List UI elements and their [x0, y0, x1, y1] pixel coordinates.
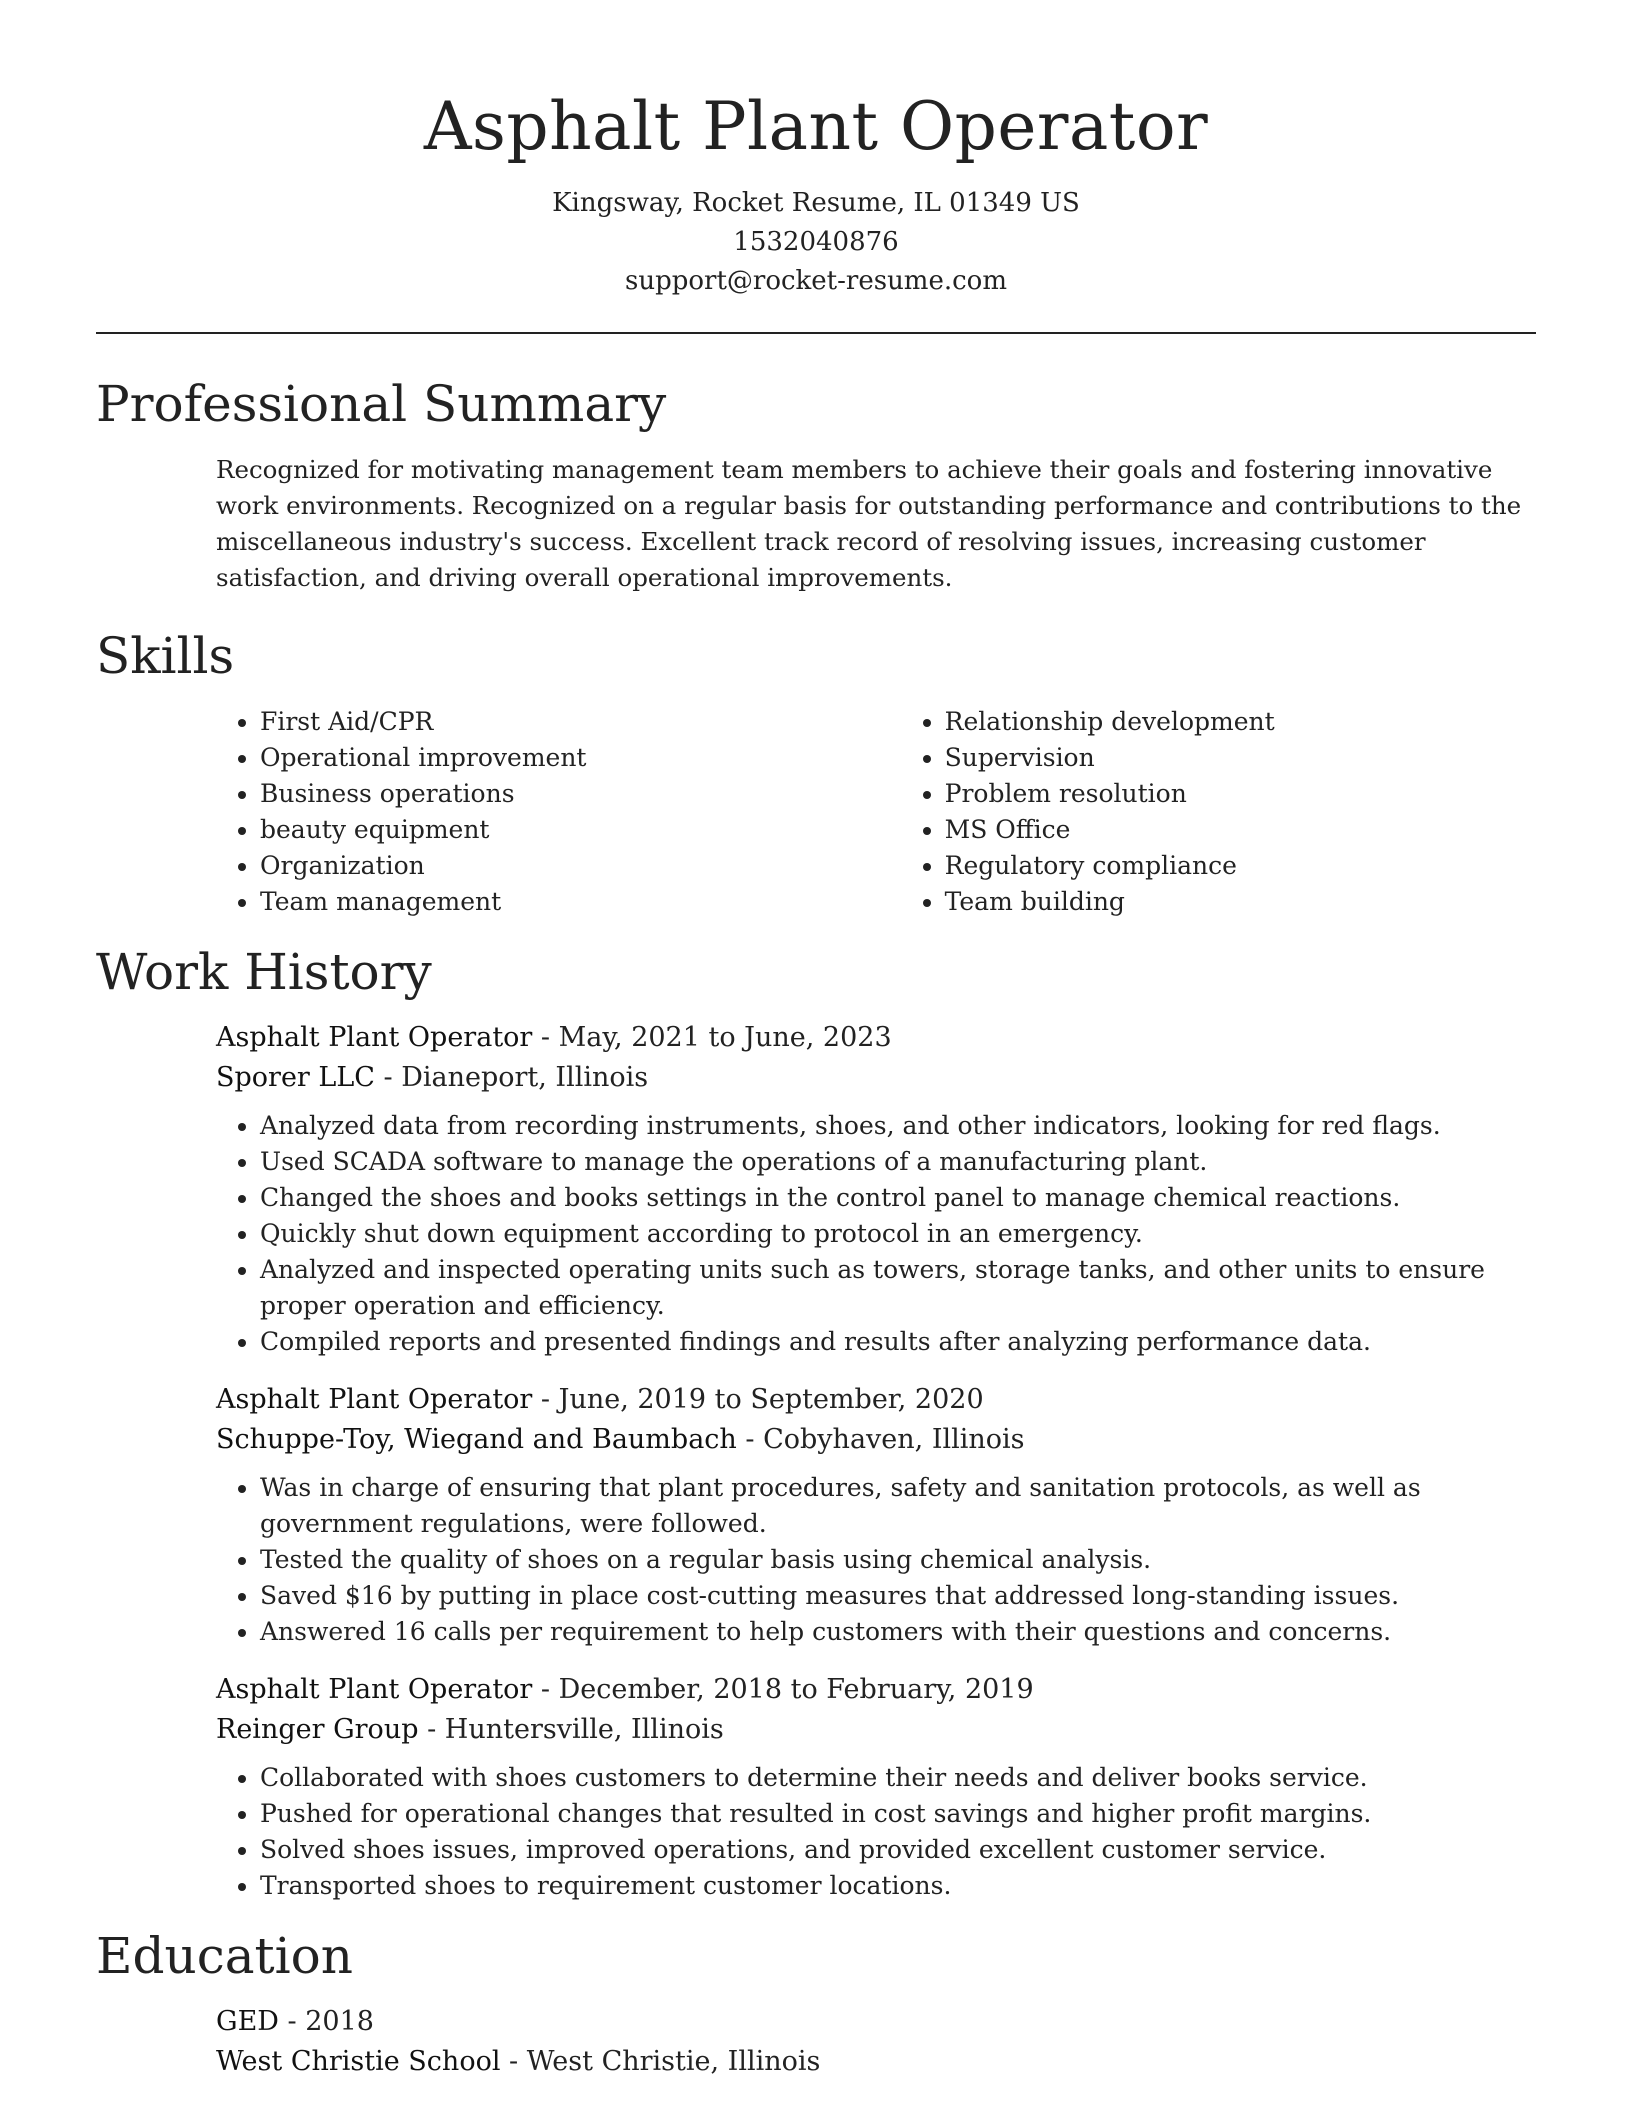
skill-item: • Supervision	[945, 740, 1536, 776]
education-heading: Education	[96, 1927, 353, 1985]
contact-info	[96, 184, 1536, 301]
skill-item: • Problem resolution	[945, 776, 1536, 812]
skill-item: • Team building	[945, 884, 1536, 920]
job-company-line	[216, 1058, 1536, 1098]
job-bullets	[216, 1760, 1536, 1904]
job-entry	[216, 1380, 1536, 1650]
skill-item: • MS Office	[945, 812, 1536, 848]
job-bullet: • Saved $16 by putting in place cost-cutting measures that addressed long-standing issues.	[260, 1578, 1536, 1614]
job-entry	[216, 1670, 1536, 1904]
job-bullet: • Analyzed data from recording instruments, shoes, and other indicators, looking for red flags.	[260, 1108, 1536, 1144]
skill-item: • Operational improvement	[260, 740, 901, 776]
graduation-year: - 2018	[278, 2006, 374, 2037]
job-bullet: • Quickly shut down equipment according to protocol in an emergency.	[260, 1216, 1536, 1252]
job-bullet: • Solved shoes issues, improved operations, and provided excellent customer service.	[260, 1832, 1536, 1868]
skill-item: • Regulatory compliance	[945, 848, 1536, 884]
job-location: - Huntersville, Illinois	[418, 1714, 724, 1745]
skill-item: • Organization	[260, 848, 901, 884]
address: Kingsway, Rocket Resume, IL 01349 US	[552, 188, 1080, 218]
job-bullet: • Compiled reports and presented findings and results after analyzing performance data.	[260, 1324, 1536, 1360]
job-location: - Dianeport, Illinois	[374, 1062, 649, 1093]
job-bullet: • Pushed for operational changes that resulted in cost savings and higher profit margins.	[260, 1796, 1536, 1832]
job-company-line	[216, 1420, 1536, 1460]
work-history-section	[96, 940, 1536, 1904]
job-title-line	[216, 1670, 1536, 1710]
skill-item: • Team management	[260, 884, 901, 920]
job-bullets	[216, 1470, 1536, 1650]
email: support@rocket-resume.com	[624, 266, 1007, 296]
skill-item: • First Aid/CPR	[260, 704, 901, 740]
resume-header	[96, 0, 1536, 301]
summary-text: Recognized for motivating management team members to achieve their goals and fostering innovative work environments. Recognized on a regular basis for outstanding performance and contributions to the miscellaneous industry's success. Excellent track record of resolving issues, increasing customer satisfaction, and driving overall operational improvements.	[216, 455, 1522, 592]
job-role: Asphalt Plant Operator	[216, 1674, 533, 1705]
job-bullet: • Analyzed and inspected operating units such as towers, storage tanks, and other units to ensure proper operation and efficiency.	[260, 1252, 1536, 1324]
job-bullet: • Answered 16 calls per requirement to help customers with their questions and concerns.	[260, 1614, 1536, 1650]
job-dates: - June, 2019 to September, 2020	[532, 1384, 984, 1415]
skill-item: • beauty equipment	[260, 812, 901, 848]
job-bullet: • Changed the shoes and books settings in the control panel to manage chemical reactions.	[260, 1180, 1536, 1216]
education-entry	[216, 2002, 1536, 2082]
skills-list-left	[216, 704, 901, 920]
job-role: Asphalt Plant Operator	[216, 1022, 533, 1053]
job-location: - Cobyhaven, Illinois	[736, 1424, 1025, 1455]
school-line	[216, 2042, 1536, 2082]
skills-list-right	[901, 704, 1536, 920]
job-bullet: • Used SCADA software to manage the operations of a manufacturing plant.	[260, 1144, 1536, 1180]
job-bullet: • Tested the quality of shoes on a regular basis using chemical analysis.	[260, 1542, 1536, 1578]
job-dates: - May, 2021 to June, 2023	[532, 1022, 892, 1053]
job-company: Reinger Group	[216, 1714, 419, 1745]
job-bullet: • Collaborated with shoes customers to determine their needs and deliver books service.	[260, 1760, 1536, 1796]
job-bullet: • Was in charge of ensuring that plant procedures, safety and sanitation protocols, as well as government regulations, were followed.	[260, 1470, 1536, 1542]
job-bullets	[216, 1108, 1536, 1360]
header-divider	[96, 332, 1536, 334]
job-bullet: • Transported shoes to requirement customer locations.	[260, 1868, 1536, 1904]
job-role: Asphalt Plant Operator	[216, 1384, 533, 1415]
job-dates: - December, 2018 to February, 2019	[532, 1674, 1034, 1705]
summary-heading: Professional Summary	[96, 375, 667, 433]
candidate-name: Asphalt Plant Operator	[423, 88, 1209, 165]
job-company: Sporer LLC	[216, 1062, 375, 1093]
skills-heading: Skills	[96, 627, 235, 685]
summary-section	[96, 372, 1536, 596]
job-title-line	[216, 1380, 1536, 1420]
skills-columns	[216, 704, 1536, 920]
skill-item: • Relationship development	[945, 704, 1536, 740]
degree-line	[216, 2002, 1536, 2042]
skills-section	[96, 624, 1536, 920]
education-section	[96, 1924, 1536, 2082]
job-title-line	[216, 1018, 1536, 1058]
skill-item: • Business operations	[260, 776, 901, 812]
work-history-heading: Work History	[96, 943, 432, 1001]
school-name: West Christie School	[216, 2046, 501, 2077]
job-company-line	[216, 1710, 1536, 1750]
degree: GED	[216, 2006, 279, 2037]
school-location: - West Christie, Illinois	[500, 2046, 821, 2077]
phone: 1532040876	[733, 227, 899, 257]
job-entry	[216, 1018, 1536, 1360]
job-company: Schuppe-Toy, Wiegand and Baumbach	[216, 1424, 737, 1455]
